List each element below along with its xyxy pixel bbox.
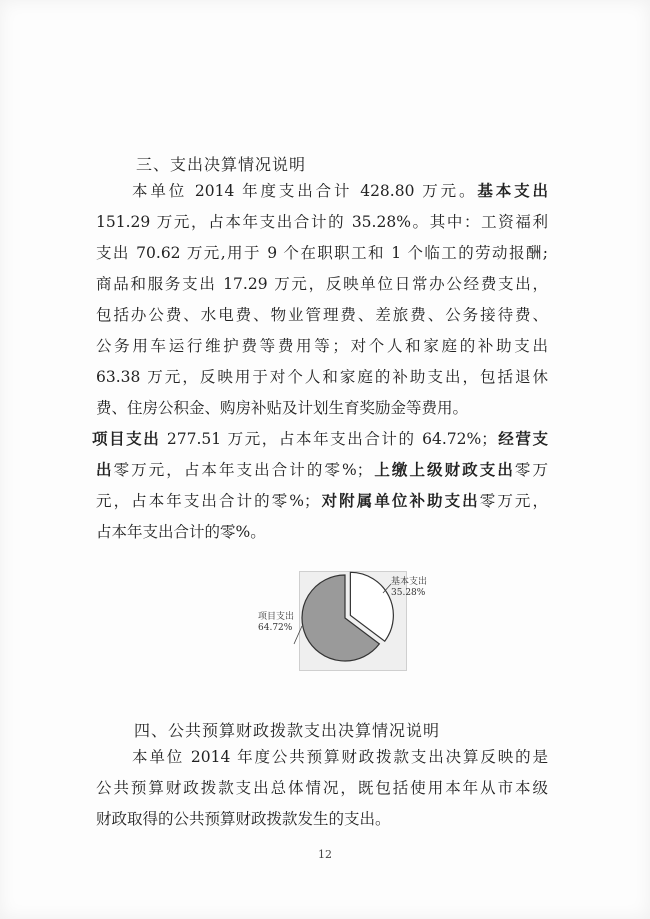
slice-value: 64.72% <box>258 623 293 633</box>
paragraph-line: 元，占本年支出合计的零%；对附属单位补助支出零万元， <box>96 492 548 510</box>
paragraph-line: 本单位 2014 年度支出合计 428.80 万元。基本支出 <box>132 182 548 200</box>
paragraph-line: 商品和服务支出 17.29 万元，反映单位日常办公经费支出， <box>96 275 548 293</box>
slice-label: 基本支出 <box>391 577 428 587</box>
section3-paragraph <box>92 176 548 548</box>
paragraph-line: 151.29 万元，占本年支出合计的 35.28%。其中：工资福利 <box>96 213 548 231</box>
label-basic-expense <box>391 577 427 599</box>
paragraph-line: 包括办公费、水电费、物业管理费、差旅费、公务接待费、 <box>96 306 548 324</box>
paragraph-line: 项目支出 277.51 万元，占本年支出合计的 64.72%；经营支 <box>92 430 548 448</box>
paragraph-line: 公务用车运行维护费等费用等；对个人和家庭的补助支出 <box>96 337 548 355</box>
leader-line <box>294 626 302 644</box>
section4-heading: 四、公共预算财政拨款支出决算情况说明 <box>134 721 441 740</box>
slice-value: 35.28% <box>391 588 426 598</box>
section3-heading: 三、支出决算情况说明 <box>136 155 307 174</box>
paragraph-line: 出零万元，占本年支出合计的零%；上缴上级财政支出零万 <box>96 461 548 479</box>
slice-label: 项目支出 <box>258 612 295 622</box>
page-number: 12 <box>318 848 332 861</box>
paragraph-line: 63.38 万元，反映用于对个人和家庭的补助支出，包括退休 <box>96 368 548 386</box>
paragraph-line: 支出 70.62 万元,用于 9 个在职职工和 1 个临工的劳动报酬; <box>96 244 548 262</box>
paragraph-line: 占本年支出合计的零%。 <box>96 523 266 541</box>
paragraph-line: 公共预算财政拨款支出总体情况，既包括使用本年从市本级 <box>96 779 548 797</box>
label-project-expense <box>258 612 294 634</box>
section4-paragraph <box>96 742 548 835</box>
paragraph-line: 财政取得的公共预算财政拨款发生的支出。 <box>96 810 391 828</box>
paragraph-line: 费、住房公积金、购房补贴及计划生育奖励金等费用。 <box>96 399 469 417</box>
paragraph-line: 本单位 2014 年度公共预算财政拨款支出决算反映的是 <box>132 748 548 766</box>
